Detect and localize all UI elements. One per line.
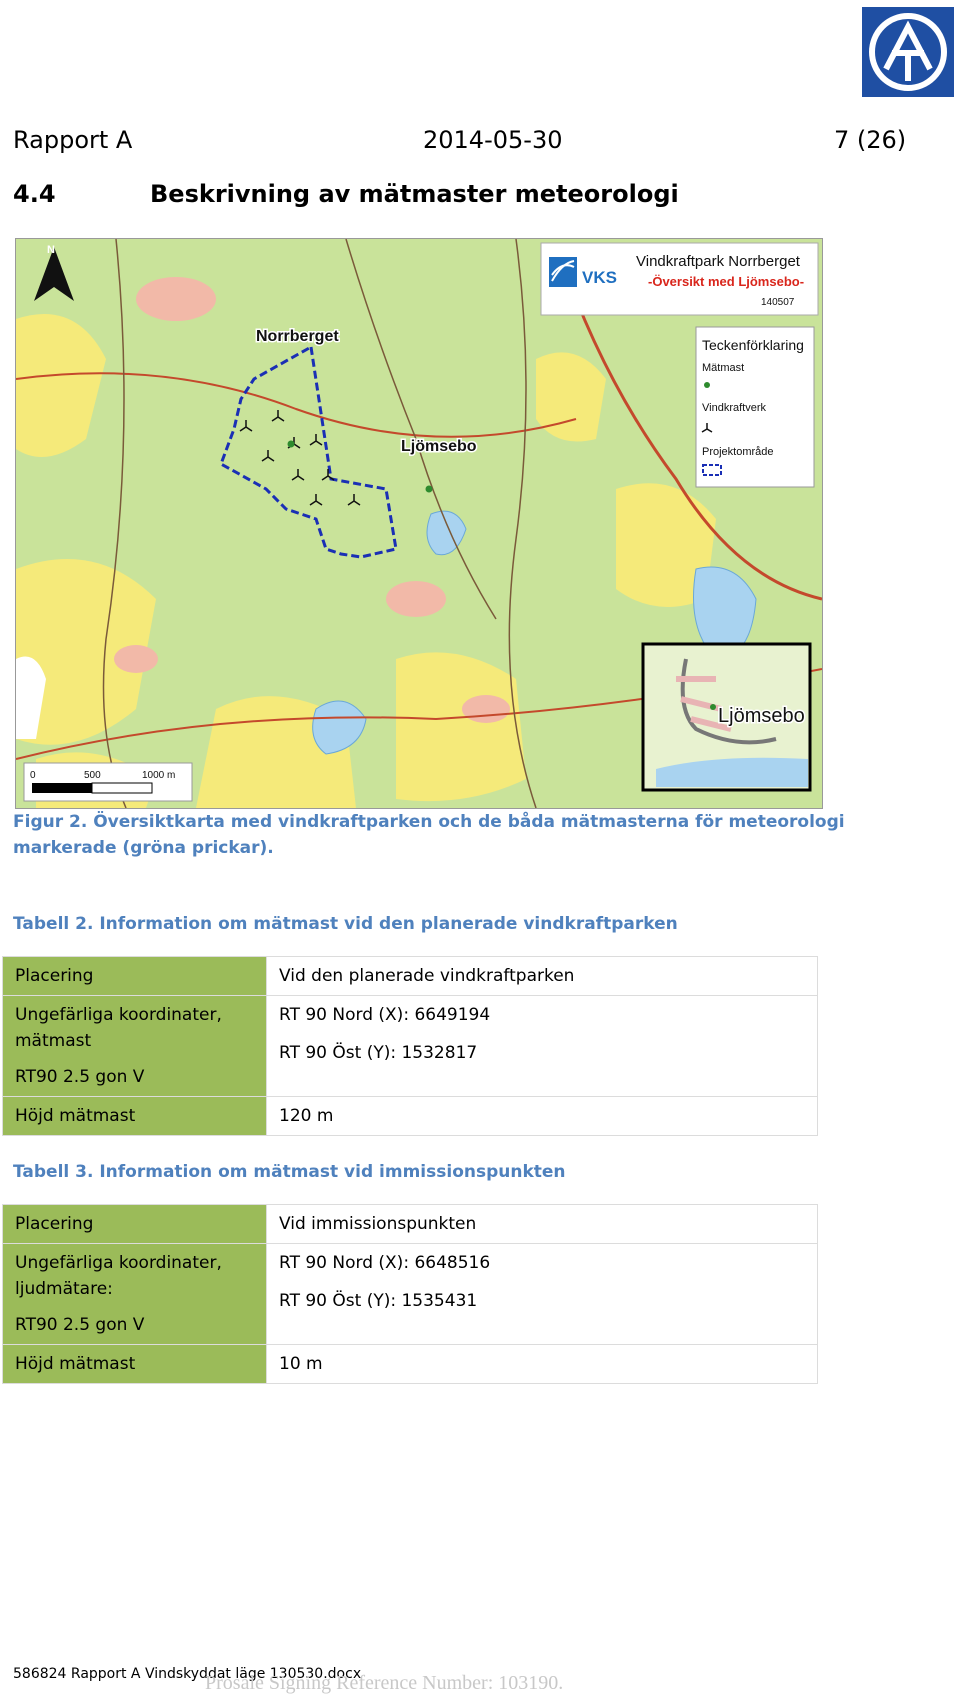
table2-label-coordinates-a: Ungefärliga koordinater, mätmast [15,1005,222,1051]
table3-label-coordinates [3,1244,267,1345]
figure-caption [13,809,845,861]
table-row [3,1097,818,1136]
table2-value-placering: Vid den planerade vindkraftparken [267,957,818,996]
north-label: N [47,244,55,256]
table-row [3,1345,818,1384]
legend-project: Projektområde [702,446,774,458]
scale-500: 500 [84,770,101,781]
table-row [3,1244,818,1345]
table3-value-east: RT 90 Öst (Y): 1535431 [279,1291,478,1311]
signing-watermark: Prosale Signing Reference Number: 103190. [205,1672,564,1694]
banner-subtitle: -Översikt med Ljömsebo- [648,274,805,289]
label-norrberget: Norrberget [256,328,339,345]
banner-title: Vindkraftpark Norrberget [636,253,800,270]
report-name: Rapport A [13,126,133,154]
section-number: 4.4 [13,180,56,208]
table2-value-north: RT 90 Nord (X): 6649194 [279,1005,491,1025]
scale-1000: 1000 m [142,770,176,781]
table3-label-coordinates-a: Ungefärliga koordinater, ljudmätare: [15,1253,222,1299]
overview-map [15,238,823,809]
table3-value-north: RT 90 Nord (X): 6648516 [279,1253,491,1273]
table-row [3,996,818,1097]
scale-0: 0 [30,770,36,781]
section-title: Beskrivning av mätmaster meteorologi [150,180,679,208]
table2 [2,956,818,1136]
legend-mast: Mätmast [702,362,745,374]
mast-marker-park [288,441,295,448]
legend-mast-icon [704,382,710,388]
table-row [3,1205,818,1244]
label-ljomsebo: Ljömsebo [401,438,477,455]
table2-title: Tabell 2. Information om mätmast vid den planerade vindkraftparken [13,914,678,934]
page-number: 7 (26) [834,126,907,154]
table3 [2,1204,818,1384]
table3-label-placering: Placering [3,1205,267,1244]
table3-value-height: 10 m [267,1345,818,1384]
table2-label-coordinates [3,996,267,1097]
figure-caption-line1: Figur 2. Översiktkarta med vindkraftparken och de båda mätmasterna för meteorologi [13,812,845,832]
legend-title: Teckenförklaring [702,337,804,353]
figure-caption-line2: markerade (gröna prickar). [13,838,274,858]
table2-label-placering: Placering [3,957,267,996]
company-logo [862,7,954,97]
table3-value-coordinates [267,1244,818,1345]
vks-logo-icon [549,257,577,287]
table2-label-height: Höjd mätmast [3,1097,267,1136]
table2-label-coordinates-b: RT90 2.5 gon V [15,1067,145,1087]
table2-value-coordinates [267,996,818,1097]
table2-value-east: RT 90 Öst (Y): 1532817 [279,1043,478,1063]
legend-turbine: Vindkraftverk [702,402,766,414]
footer-filename: 586824 Rapport A Vindskyddat läge 130530.docx [13,1666,362,1682]
banner-code: 140507 [761,297,795,308]
mast-marker-ljomsebo [426,486,433,493]
table3-title: Tabell 3. Information om mätmast vid immissionspunkten [13,1162,566,1182]
table3-label-coordinates-b: RT90 2.5 gon V [15,1315,145,1335]
table3-label-height: Höjd mätmast [3,1345,267,1384]
table-row [3,957,818,996]
table3-value-placering: Vid immissionspunkten [267,1205,818,1244]
inset-label: Ljömsebo [718,705,805,727]
scale-bar [24,763,192,801]
table2-value-height: 120 m [267,1097,818,1136]
report-date: 2014-05-30 [423,126,563,154]
banner-org: VKS [582,268,617,287]
